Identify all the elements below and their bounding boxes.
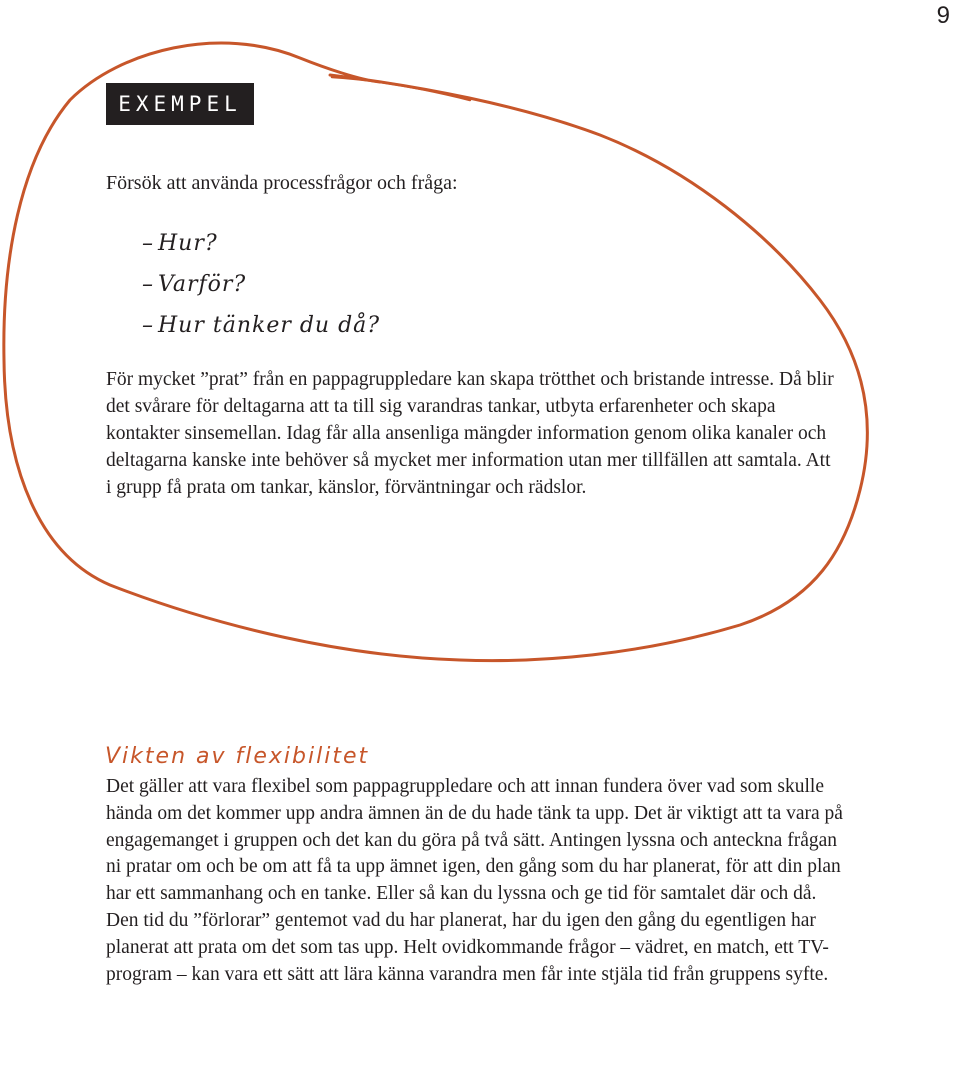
question-list [142, 228, 380, 351]
example-badge: EXEMPEL [106, 83, 254, 125]
list-item [142, 269, 380, 310]
example-paragraph: För mycket ”prat” från en pappagruppledare kan skapa trötthet och bristande intresse. Då blir det svårare för deltagarna att ta till sig varandras tankar, utbyta erfarenheter och skapa kontakter sinsemellan. Idag får alla ansenliga mängder information genom olika kanaler och deltagarna kanske inte behöver så mycket mer information utan mer tillfällen att samtala. Att i grupp få prata om tankar, känslor, förväntningar och rädslor. [106, 369, 834, 498]
dash-marker: – [142, 231, 154, 256]
question-text: Hur tänker du då? [158, 313, 381, 338]
list-item [142, 310, 380, 351]
list-item [142, 228, 380, 269]
page-number: 9 [936, 2, 950, 29]
section-body: Det gäller att vara flexibel som pappagruppledare och att innan fundera över vad som skulle hända om det kommer upp andra ämnen än de du hade tänk ta upp. Det är viktigt att ta vara på engagemanget i gruppen och det kan du göra på två sätt. Antingen lyssna och anteckna frågan ni pratar om och be om att få ta upp ämnet igen, den gång som du har planerat, för att din plan har ett sammanhang och en tanke. Eller så kan du lyssna och ge tid för samtalet där och då. Den tid du ”förlorar” gentemot vad du har planerat, har du igen den gång du egentligen har planerat att prata om det som tas upp. Helt ovidkommande frågor – vädret, en match, ett TV-program – kan vara ett sätt att lära känna varandra men får inte stjäla tid från gruppens syfte. [106, 776, 843, 985]
dash-marker: – [142, 272, 154, 297]
dash-marker: – [142, 313, 154, 338]
question-text: Hur? [158, 231, 218, 256]
example-intro: Försök att använda processfrågor och fråga: [106, 172, 458, 194]
section-heading: Vikten av flexibilitet [105, 744, 370, 769]
question-text: Varför? [158, 272, 247, 297]
